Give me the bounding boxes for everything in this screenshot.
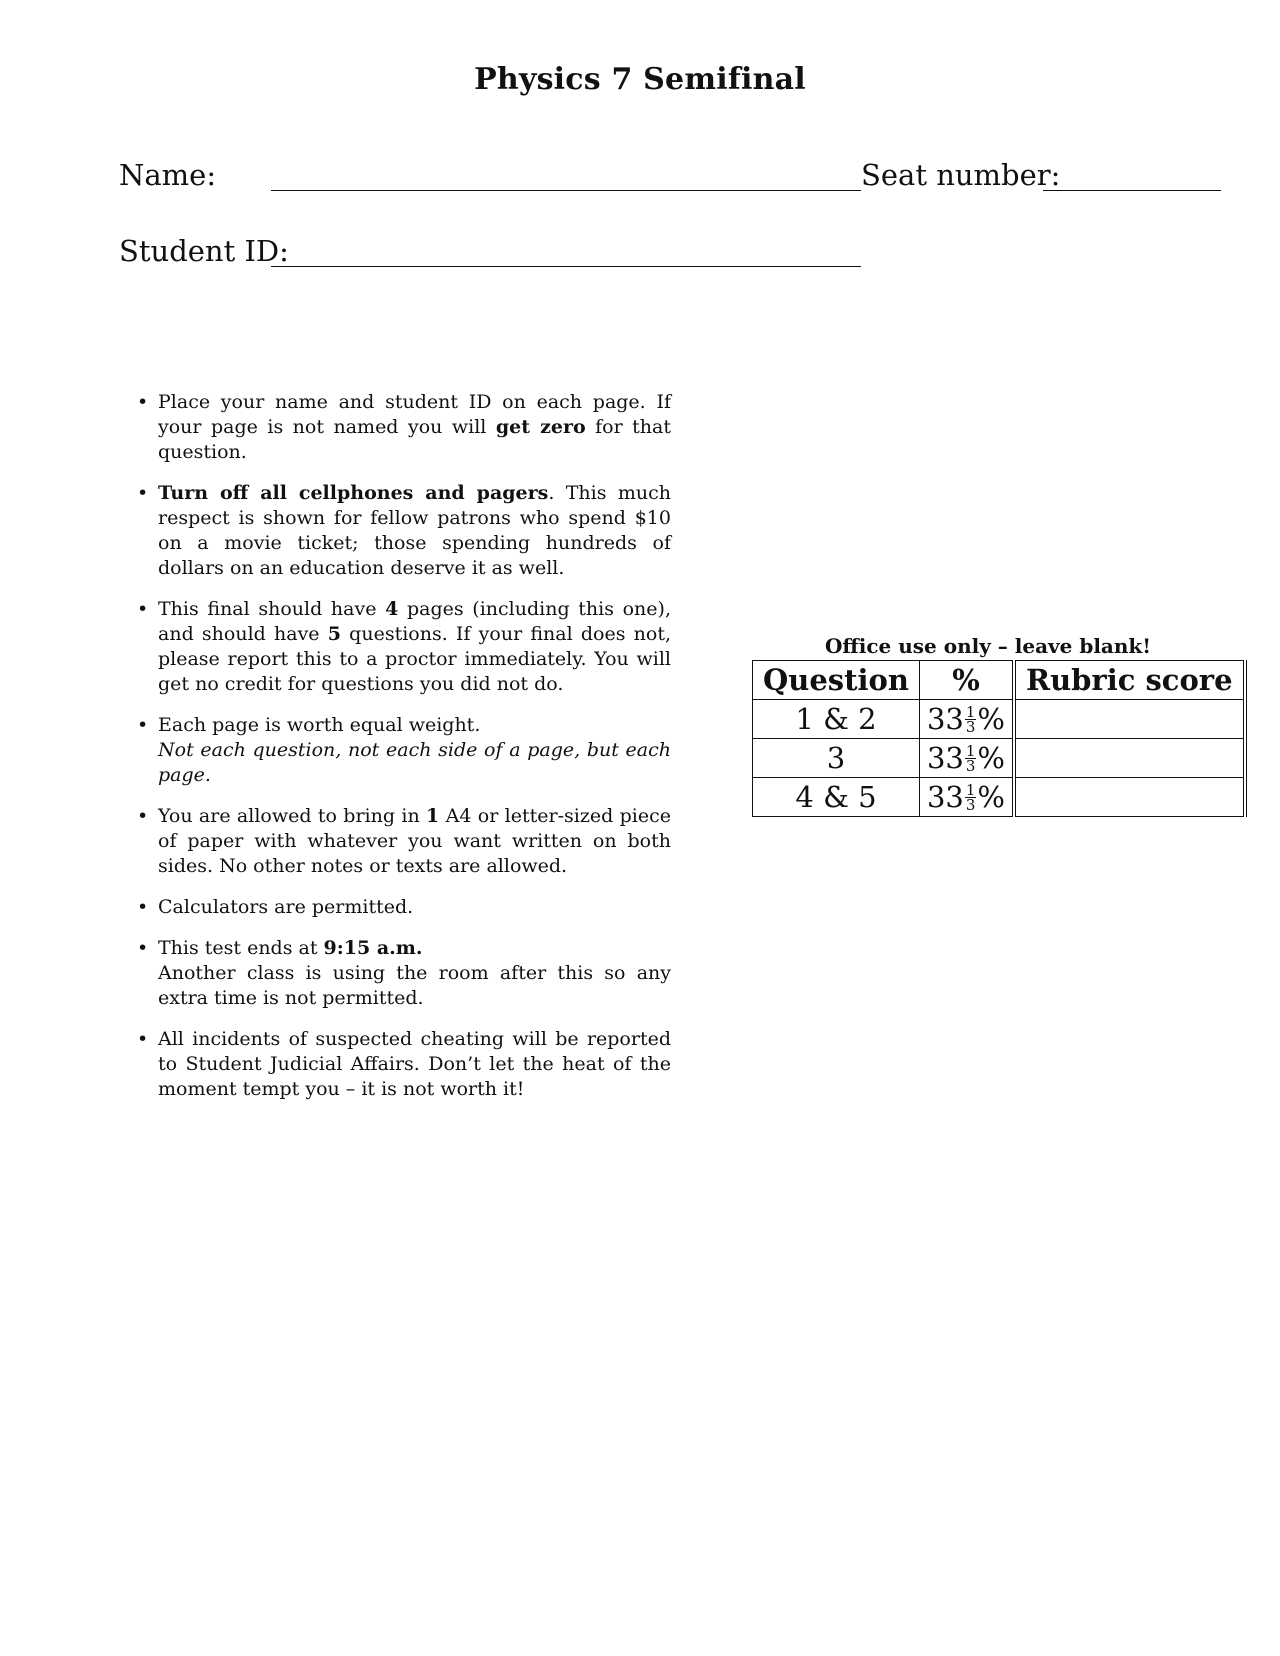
- list-item: [137, 936, 671, 1011]
- percent-sign: %: [977, 780, 1005, 814]
- list-item: [137, 713, 671, 788]
- list-item-text: . This much respect is shown for fellow patrons who spend $10 on a movie ticket; those spending hundreds of dollars on an education deserve it as well.: [158, 482, 671, 579]
- question-cell: 4 & 5: [753, 778, 920, 817]
- percent-whole: 33: [926, 702, 964, 736]
- list-item-text: This test ends at: [158, 937, 324, 959]
- list-item-text: Turn off all cellphones and pagers: [158, 482, 549, 504]
- page-title: Physics 7 Semifinal: [474, 62, 806, 97]
- percent-whole: 33: [926, 741, 964, 775]
- column-header-rubric-score: Rubric score: [1014, 661, 1245, 700]
- bullet-icon: •: [137, 714, 149, 736]
- rubric-score-cell[interactable]: [1014, 778, 1245, 817]
- fraction-denominator: 3: [965, 795, 976, 814]
- rubric-score-cell[interactable]: [1014, 739, 1245, 778]
- list-item: [137, 390, 671, 465]
- bullet-icon: •: [137, 937, 149, 959]
- percent-cell: [919, 739, 1014, 778]
- list-item-text: get zero: [495, 416, 586, 438]
- percent-sign: %: [977, 702, 1005, 736]
- bullet-icon: •: [137, 1028, 149, 1050]
- office-use-caption: Office use only – leave blank!: [824, 634, 1152, 658]
- list-item-text: Another class is using the room after this so any extra time is not permitted.: [158, 962, 671, 1009]
- bullet-icon: •: [137, 896, 149, 918]
- table-header-row: [753, 661, 1245, 700]
- office-use-table: [752, 660, 1247, 817]
- percent-fraction: [965, 702, 977, 736]
- fraction-denominator: 3: [965, 756, 976, 775]
- table-row: [753, 700, 1245, 739]
- list-item-text: Calculators are permitted.: [158, 896, 414, 918]
- bullet-icon: •: [137, 598, 149, 620]
- percent-sign: %: [977, 741, 1005, 775]
- list-item-text: Place your name and student ID on each page. If your page is not named you will: [158, 391, 671, 438]
- list-item-text: Not each question, not each side of a page, but each page.: [158, 739, 671, 786]
- bullet-icon: •: [137, 482, 149, 504]
- student-id-label: Student ID:: [119, 234, 289, 268]
- list-item-text: pages (including this one), and should have: [158, 598, 671, 645]
- list-item-text: 5: [327, 623, 341, 645]
- student-id-blank[interactable]: [271, 266, 861, 267]
- list-item-text: 4: [385, 598, 399, 620]
- list-item: [137, 481, 671, 581]
- name-label: Name:: [119, 158, 217, 192]
- list-item-text: All incidents of suspected cheating will be reported to Student Judicial Affairs. Don’t let the heat of the moment tempt you – it is not worth it!: [158, 1028, 671, 1100]
- percent-fraction: [965, 741, 977, 775]
- list-item: [137, 597, 671, 697]
- fraction-numerator: 1: [965, 780, 976, 799]
- list-item: [137, 804, 671, 879]
- list-item-text: A4 or letter-sized piece of paper with whatever you want written on both sides. No other notes or texts are allowed.: [158, 805, 671, 877]
- column-header-question: Question: [753, 661, 920, 700]
- percent-cell: [919, 778, 1014, 817]
- instructions-list: [137, 390, 671, 1118]
- list-item: [137, 1027, 671, 1102]
- column-header-percent: %: [919, 661, 1014, 700]
- question-cell: 3: [753, 739, 920, 778]
- name-blank[interactable]: [271, 190, 861, 191]
- list-item-text: for that question.: [158, 416, 672, 463]
- table-row: [753, 739, 1245, 778]
- question-cell: 1 & 2: [753, 700, 920, 739]
- list-item-text: questions. If your final does not, please report this to a proctor immediately. You will get no credit for questions you did not do.: [158, 623, 671, 695]
- fraction-numerator: 1: [965, 702, 976, 721]
- percent-fraction: [965, 780, 977, 814]
- fraction-denominator: 3: [965, 717, 976, 736]
- seat-number-blank[interactable]: [1043, 190, 1221, 191]
- seat-number-label: Seat number:: [861, 158, 1061, 192]
- bullet-icon: •: [137, 805, 149, 827]
- fraction-numerator: 1: [965, 741, 976, 760]
- bullet-icon: •: [137, 391, 149, 413]
- table-row: [753, 778, 1245, 817]
- rubric-score-cell[interactable]: [1014, 700, 1245, 739]
- list-item-text: This final should have: [158, 598, 386, 620]
- list-item-text: 9:15 a.m.: [323, 937, 423, 959]
- percent-whole: 33: [926, 780, 964, 814]
- list-item-text: You are allowed to bring in: [158, 805, 427, 827]
- list-item-text: 1: [426, 805, 440, 827]
- list-item: [137, 895, 671, 920]
- percent-cell: [919, 700, 1014, 739]
- list-item-text: Each page is worth equal weight.: [158, 714, 481, 736]
